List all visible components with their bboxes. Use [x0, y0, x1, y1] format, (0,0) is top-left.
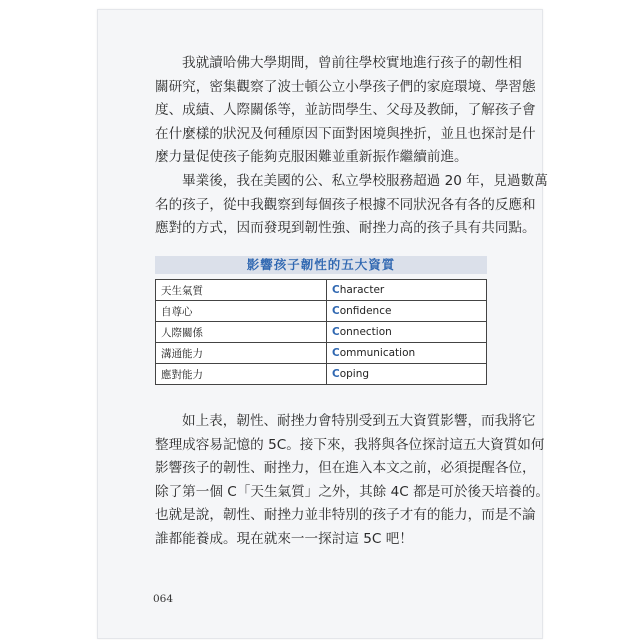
paragraph-line: 應對的方式，因而發現到韌性強、耐挫力高的孩子具有共同點。 [155, 220, 536, 236]
trait-english [327, 364, 487, 385]
trait-english [327, 280, 487, 301]
trait-chinese: 天生氣質 [156, 280, 327, 301]
trait-english [327, 343, 487, 364]
paragraph-line: 除了第一個 C「天生氣質」之外，其餘 4C 都是可於後天培養的。 [155, 483, 550, 500]
trait-initial: C [332, 305, 340, 317]
table-row [156, 343, 487, 364]
trait-rest: haracter [339, 284, 385, 296]
trait-initial: C [332, 368, 340, 380]
five-traits-table [155, 279, 487, 385]
paragraph-2 [155, 170, 548, 241]
paragraph-line: 度、成績、人際關係等，並訪問學生、父母及教師，了解孩子會 [155, 102, 536, 118]
paragraph-line: 畢業後，我在美國的公、私立學校服務超過 20 年，見過數萬 [182, 173, 548, 189]
table-title: 影響孩子韌性的五大資質 [155, 256, 487, 274]
trait-chinese: 溝通能力 [156, 343, 327, 364]
trait-rest: ommunication [339, 347, 416, 359]
paragraph-line: 關研究，密集觀察了波士頓公立小學孩子們的家庭環境、學習態 [155, 78, 536, 95]
trait-rest: onnection [339, 326, 392, 338]
trait-rest: onfidence [339, 305, 392, 317]
paragraph-line: 也就是說，韌性、耐挫力並非特別的孩子才有的能力，而是不論 [155, 507, 536, 523]
paragraph-line: 麼力量促使孩子能夠克服困難並重新振作繼續前進。 [155, 149, 468, 165]
table-row [156, 301, 487, 322]
paragraph-line: 誰都能養成。現在就來一一探討這 5C 吧！ [155, 530, 413, 547]
paragraph-3 [155, 410, 550, 551]
paragraph-line: 名的孩子，從中我觀察到每個孩子根據不同狀況各有各的反應和 [155, 196, 536, 213]
page-number: 064 [153, 593, 174, 605]
trait-chinese: 自尊心 [156, 301, 327, 322]
paragraph-line: 如上表，韌性、耐挫力會特別受到五大資質影響，而我將它 [182, 413, 536, 429]
trait-chinese: 應對能力 [156, 364, 327, 385]
trait-initial: C [332, 326, 340, 338]
trait-initial: C [332, 284, 340, 296]
trait-chinese: 人際關係 [156, 322, 327, 343]
paragraph-line: 在什麼樣的狀況及何種原因下面對困境與挫折，並且也探討是什 [155, 125, 536, 142]
table-row [156, 280, 487, 301]
trait-rest: oping [339, 368, 370, 380]
paragraph-line: 影響孩子的韌性、耐挫力，但在進入本文之前，必須提醒各位， [155, 460, 536, 476]
table-row [156, 322, 487, 343]
trait-english [327, 322, 487, 343]
trait-english [327, 301, 487, 322]
paragraph-line: 整理成容易記憶的 5C。接下來，我將與各位探討這五大資質如何 [155, 436, 545, 453]
table-row [156, 364, 487, 385]
paragraph-line: 我就讀哈佛大學期間，曾前往學校實地進行孩子的韌性相 [182, 55, 522, 71]
paragraph-1 [155, 52, 536, 170]
trait-initial: C [332, 347, 340, 359]
